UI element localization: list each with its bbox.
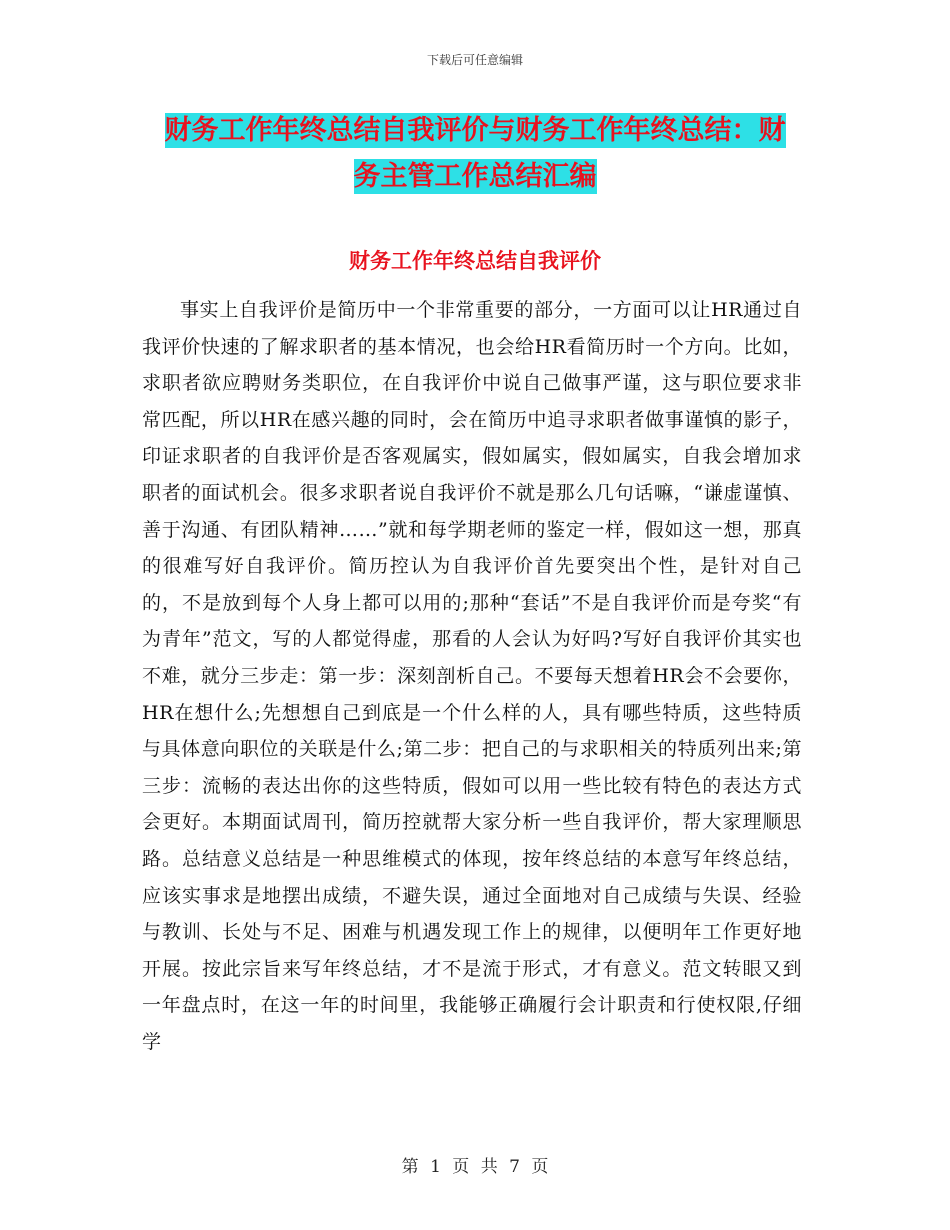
document-title-line-2: 务主管工作总结汇编 [353,161,597,192]
body-paragraph: 事实上自我评价是简历中一个非常重要的部分，一方面可以让HR通过自我评价快速的了解求职者的基本情况，也会给HR看简历时一个方向。比如，求职者欲应聘财务类职位，在自我评价中说自己做事严谨，这与职位要求非常匹配，所以HR在感兴趣的同时，会在简历中追寻求职者做事谨慎的影子，印证求职者的自我评价是否客观属实，假如属实，假如属实，自我会增加求职者的面试机会。很多求职者说自我评价不就是那么几句话嘛，“谦虚谨慎、善于沟通、有团队精神……”就和每学期老师的鉴定一样，假如这一想，那真的很难写好自我评价。简历控认为自我评价首先要突出个性，是针对自己的，不是放到每个人身上都可以用的;那种“套话”不是自我评价而是夸奖“有为青年”范文，写的人都觉得虚，那看的人会认为好吗?写好自我评价其实也不难，就分三步走：第一步：深刻剖析自己。不要每天想着HR会不会要你，HR在想什么;先想想自己到底是一个什么样的人，具有哪些特质，这些特质与具体意向职位的关联是什么;第二步：把自己的与求职相关的特质列出来;第三步：流畅的表达出你的这些特质，假如可以用一些比较有特色的表达方式会更好。本期面试周刊，简历控就帮大家分析一些自我评价，帮大家理顺思路。总结意义总结是一种思维模式的体现，按年终总结的本意写年终总结，应该实事求是地摆出成绩，不避失误，通过全面地对自己成绩与失误、经验与教训、长处与不足、困难与机遇发现工作上的规律，以便明年工作更好地开展。按此宗旨来写年终总结，才不是流于形式，才有意义。范文转眼又到一年盘点时，在这一年的时间里，我能够正确履行会计职责和行使权限,仔细学 [142,299,802,1053]
page-header-note: 下载后可任意编辑 [426,53,523,67]
document-title-line-1: 财务工作年终总结自我评价与财务工作年终总结：财 [164,115,786,146]
document-title [140,108,810,200]
section-title: 财务工作年终总结自我评价 [349,248,601,273]
page-number-footer: 第 1 页 共 7 页 [401,1157,549,1177]
